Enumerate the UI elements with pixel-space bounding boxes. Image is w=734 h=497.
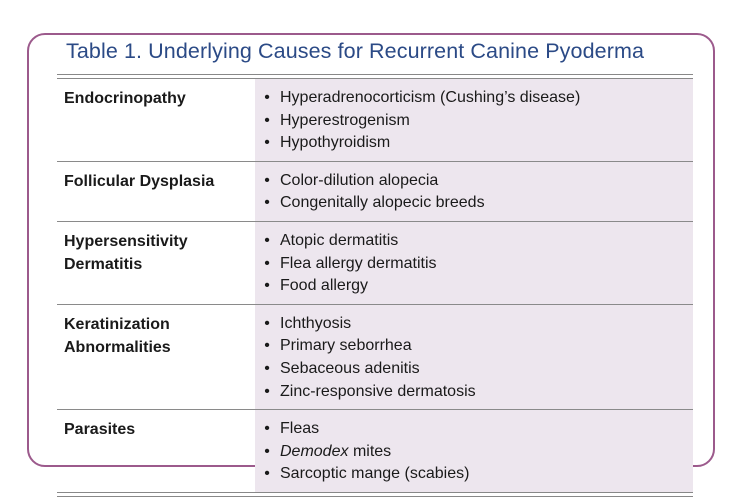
category-label: Keratinization: [64, 315, 170, 333]
bullet-icon: •: [264, 171, 270, 189]
bullet-icon: •: [264, 465, 270, 483]
causes-table: [57, 74, 693, 497]
items-cell: [255, 305, 693, 409]
category-label: Follicular Dysplasia: [64, 172, 215, 190]
list-item: • Fleas: [257, 418, 693, 441]
category-cell: [57, 79, 255, 161]
bullet-icon: •: [264, 194, 270, 212]
table-title: Table 1. Underlying Causes for Recurrent Canine Pyoderma: [66, 39, 645, 63]
category-cell: [57, 162, 255, 221]
bullet-icon: •: [264, 254, 270, 272]
list-item: • Hypothyroidism: [257, 132, 693, 155]
table-row: [57, 79, 693, 162]
list-item: • Ichthyosis: [257, 313, 693, 336]
list-item: • Sarcoptic mange (scabies): [257, 463, 693, 486]
table-bottom-rule: [57, 492, 693, 497]
bullet-icon: •: [264, 382, 270, 400]
bullet-icon: •: [264, 359, 270, 377]
table-row: [57, 222, 693, 305]
list-item: • Flea allergy dermatitis: [257, 253, 693, 276]
table-row: [57, 162, 693, 222]
bullet-icon: •: [264, 442, 270, 460]
list-item: • Hyperestrogenism: [257, 110, 693, 133]
category-cell: [57, 305, 255, 409]
bullet-icon: •: [264, 231, 270, 249]
items-cell: [255, 162, 693, 221]
category-label: Hypersensitivity: [64, 232, 188, 250]
bullet-icon: •: [264, 314, 270, 332]
list-item: • Demodex mites: [257, 441, 693, 464]
list-item: • Congenitally alopecic breeds: [257, 192, 693, 215]
bullet-icon: •: [264, 89, 270, 106]
bullet-icon: •: [264, 337, 270, 355]
bullet-icon: •: [264, 134, 270, 152]
list-item: • Atopic dermatitis: [257, 230, 693, 253]
list-item: • Food allergy: [257, 275, 693, 298]
category-cell: [57, 222, 255, 304]
italic-genus: Demodex: [280, 442, 349, 460]
items-cell: [255, 79, 693, 161]
bullet-icon: •: [264, 420, 270, 438]
list-item: • Color-dilution alopecia: [257, 170, 693, 193]
bullet-icon: •: [264, 277, 270, 295]
table-row: [57, 305, 693, 410]
items-cell: [255, 222, 693, 304]
list-item: • Zinc-responsive dermatosis: [257, 381, 693, 404]
category-label: Abnormalities: [64, 338, 171, 356]
bullet-icon: •: [264, 111, 270, 129]
category-label: Parasites: [64, 421, 136, 439]
category-label: Endocrinopathy: [64, 90, 186, 107]
list-item: • Sebaceous adenitis: [257, 358, 693, 381]
category-label: Dermatitis: [64, 255, 143, 273]
list-item: • Primary seborrhea: [257, 335, 693, 358]
list-item: • Hyperadrenocorticism (Cushing’s disease): [257, 87, 693, 110]
